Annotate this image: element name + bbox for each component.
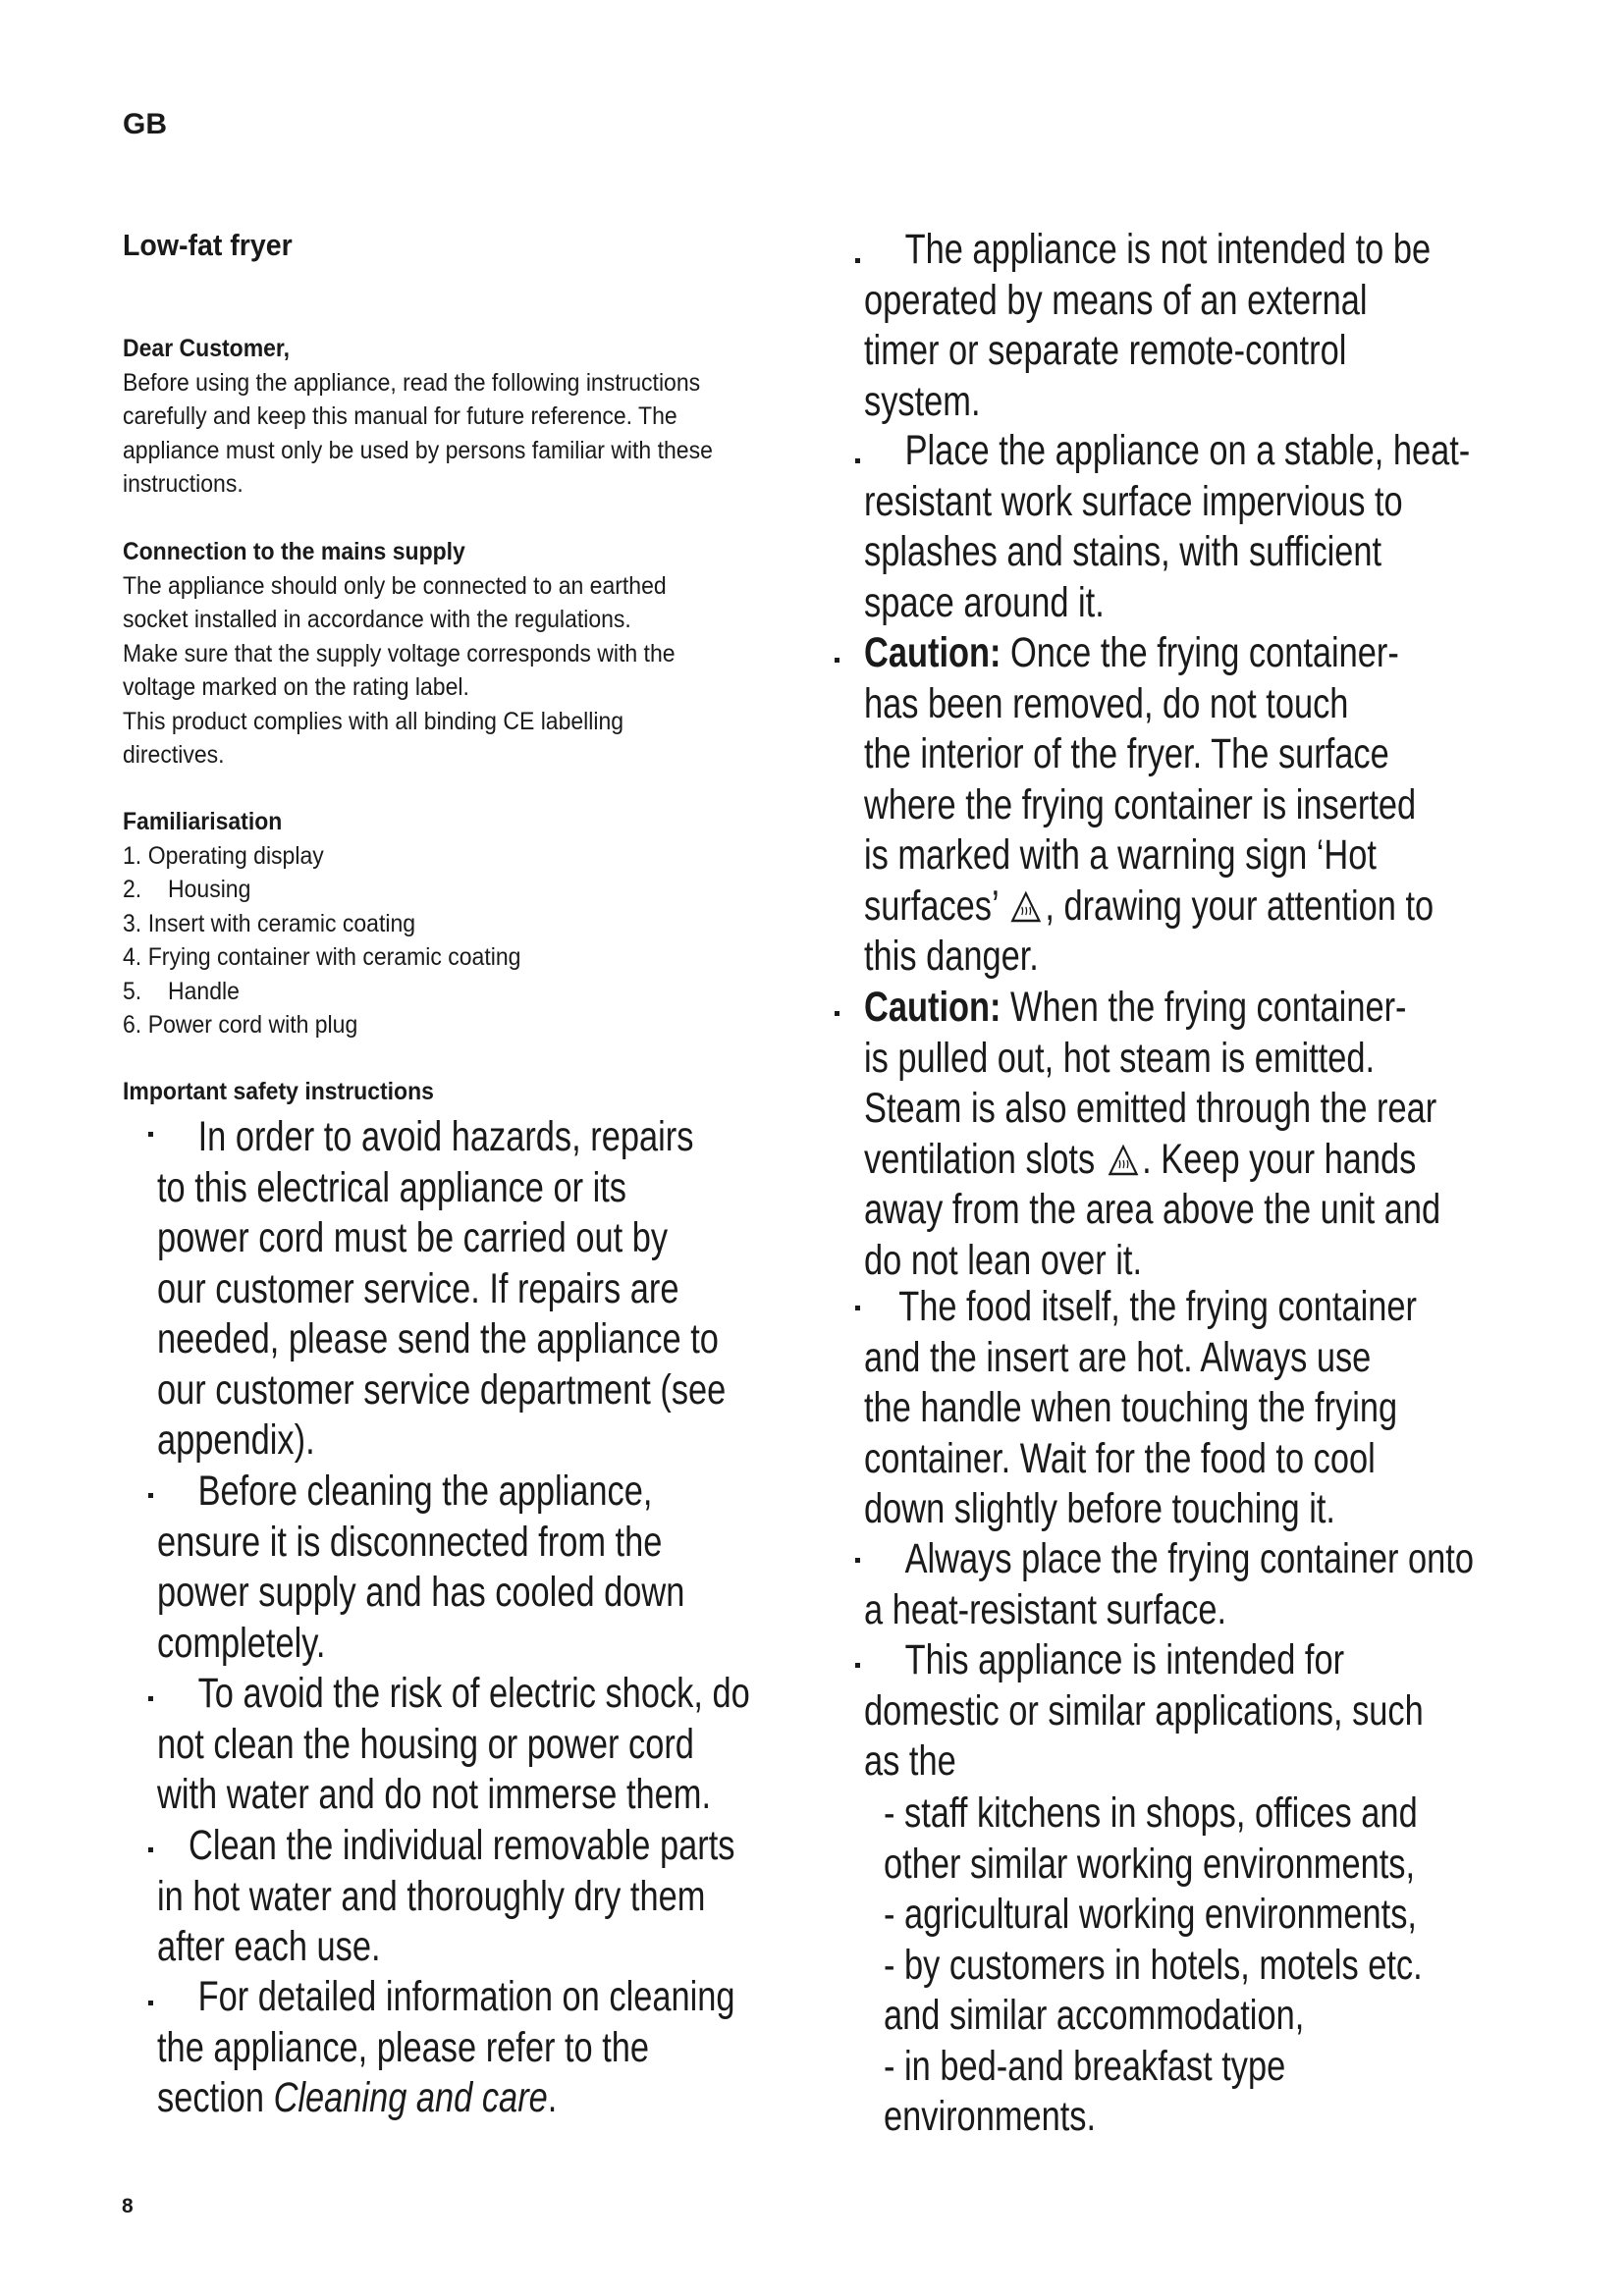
text-line: For detailed information on cleaning [197, 1973, 735, 2020]
list-item: 4. Frying container with ceramic coating [123, 943, 521, 971]
safety-left-item-3 [157, 1669, 750, 1821]
list-item: - staff kitchens in shops, offices and [884, 1789, 1418, 1837]
bullet-marker [148, 1696, 153, 1701]
list-item: and similar accommodation, [884, 1992, 1305, 2039]
text-line: surfaces’ , drawing your attention to [864, 881, 1435, 930]
text-line: Caution: When the frying container- [864, 984, 1407, 1031]
text-line: Clean the individual removable parts [189, 1822, 735, 1869]
bullet-marker [148, 2001, 153, 2005]
safety-right-item-5 [864, 1282, 1417, 1535]
familiarisation-section [123, 805, 810, 1042]
safety-right-item-7 [864, 1635, 1424, 1788]
bullet-marker [855, 258, 860, 263]
text-line: space around it. [864, 578, 1105, 626]
page-number: 8 [122, 2195, 134, 2217]
safety-left-item-1 [157, 1112, 726, 1467]
safety-left-item-4 [157, 1821, 734, 1973]
safety-left-item-2 [157, 1467, 684, 1669]
language-code: GB [123, 108, 167, 140]
text-line: do not lean over it. [864, 1236, 1143, 1284]
list-item: 2. Housing [123, 876, 251, 903]
bullet-marker [855, 1663, 860, 1668]
text-line: not clean the housing or power cord [157, 1720, 694, 1768]
text-line: The appliance should only be connected to an earthed [123, 571, 667, 600]
text-line: Make sure that the supply voltage corresponds with the [123, 639, 676, 667]
caution-label: Caution: [864, 984, 1001, 1031]
text-line: In order to avoid hazards, repairs [197, 1113, 694, 1160]
connection-text [123, 569, 755, 773]
hot-surface-warning-icon [1108, 1144, 1139, 1177]
text-line: appendix). [157, 1416, 315, 1464]
safety-right-item-1 [864, 225, 1431, 427]
text-line: splashes and stains, with sufficient [864, 528, 1382, 575]
text-line: to this electrical appliance or its [157, 1163, 627, 1211]
text-line: the interior of the fryer. The surface [864, 730, 1389, 777]
text-line: ventilation slots . Keep your hands [864, 1135, 1417, 1183]
bullet-marker [835, 1011, 839, 1016]
text-line: The appliance is not intended to be [904, 226, 1432, 273]
list-item: - in bed-and breakfast type [884, 2042, 1286, 2090]
text-line: has been removed, do not touch [864, 679, 1349, 727]
text-line: domestic or similar applications, such [864, 1686, 1424, 1735]
text-line: down slightly before touching it. [864, 1485, 1335, 1532]
text-line: ensure it is disconnected from the [157, 1518, 663, 1566]
text-line: appliance must only be used by persons familiar with these [123, 436, 713, 464]
text-line: this danger. [864, 933, 1039, 980]
text-line: and the insert are hot. Always use [864, 1333, 1372, 1381]
text-line: voltage marked on the rating label. [123, 673, 469, 701]
text-line: operated by means of an external [864, 276, 1368, 324]
text-line: power supply and has cooled down [157, 1569, 685, 1616]
bullet-marker [148, 1847, 153, 1852]
safety-heading: Important safety instructions [123, 1078, 434, 1105]
text-line: our customer service department (see [157, 1365, 727, 1414]
list-item: 1. Operating display [123, 841, 324, 870]
text-line: is marked with a warning sign ‘Hot [864, 831, 1377, 879]
text-line: Caution: Once the frying container- [864, 629, 1399, 676]
safety-right-item-6 [864, 1534, 1474, 1635]
text-line: completely. [157, 1619, 326, 1667]
text-line: resistant work surface impervious to [864, 477, 1403, 525]
text-line: Steam is also emitted through the rear [864, 1085, 1437, 1132]
text-line: as the [864, 1737, 956, 1785]
text-line: is pulled out, hot steam is emitted. [864, 1034, 1376, 1082]
applications-list [884, 1789, 1423, 2143]
dear-customer-section [123, 332, 810, 502]
text-line: Place the appliance on a stable, heat- [904, 427, 1471, 474]
list-item: - agricultural working environments, [884, 1891, 1417, 1938]
dear-customer-heading: Dear Customer, [123, 335, 291, 362]
text-line: power cord must be carried out by [157, 1214, 669, 1261]
text-line: away from the area above the unit and [864, 1186, 1441, 1233]
text-line: This product complies with all binding CE labelling [123, 707, 624, 735]
document-title: Low-fat fryer [123, 228, 293, 262]
parts-list [123, 839, 755, 1042]
text-line: our customer service. If repairs are [157, 1264, 679, 1312]
bullet-marker [855, 458, 860, 463]
bullet-marker [835, 658, 839, 663]
text-line: instructions. [123, 470, 244, 498]
text-line: The food itself, the frying container [898, 1283, 1417, 1330]
text-line: needed, please send the appliance to [157, 1315, 719, 1362]
text-line: the appliance, please refer to the [157, 2023, 650, 2071]
bullet-marker [855, 1306, 860, 1310]
text-line: socket installed in accordance with the regulations. [123, 606, 631, 633]
connection-section [123, 535, 810, 773]
bullet-marker [148, 1132, 153, 1137]
text-line: Before cleaning the appliance, [197, 1468, 653, 1515]
text-line: system. [864, 377, 981, 425]
text-line: where the frying container is inserted [864, 780, 1417, 828]
text-line: This appliance is intended for [904, 1636, 1345, 1683]
connection-heading: Connection to the mains supply [123, 538, 465, 565]
safety-right-item-2 [864, 426, 1470, 628]
safety-left-item-5 [157, 1972, 735, 2124]
text-line: the handle when touching the frying [864, 1384, 1398, 1431]
list-item: 5. Handle [123, 977, 240, 1005]
safety-right-caution-2 [864, 983, 1440, 1286]
list-item: other similar working environments, [884, 1840, 1416, 1888]
bullet-marker [855, 1558, 860, 1563]
text-line: timer or separate remote-control [864, 327, 1347, 374]
list-item: 3. Insert with ceramic coating [123, 909, 416, 937]
text-line: container. Wait for the food to cool [864, 1434, 1376, 1482]
list-item: - by customers in hotels, motels etc. [884, 1941, 1423, 1989]
text-line: Always place the frying container onto [904, 1535, 1474, 1582]
text-line: in hot water and thoroughly dry them [157, 1872, 706, 1920]
text-line: section Cleaning and care. [157, 2074, 558, 2121]
familiarisation-heading: Familiarisation [123, 808, 283, 835]
text-line: with water and do not immerse them. [157, 1771, 712, 1818]
text-line: directives. [123, 741, 225, 769]
text-line: carefully and keep this manual for future reference. The [123, 402, 677, 430]
safety-right-caution-1 [864, 628, 1434, 983]
caution-label: Caution: [864, 629, 1001, 676]
list-item: 6. Power cord with plug [123, 1011, 358, 1039]
text-line: a heat-resistant surface. [864, 1585, 1227, 1633]
text-line: Before using the appliance, read the following instructions [123, 368, 701, 397]
hot-surface-warning-icon [1010, 890, 1042, 924]
dear-customer-text [123, 366, 755, 502]
bullet-marker [148, 1493, 153, 1498]
text-line: after each use. [157, 1923, 381, 1970]
list-item: environments. [884, 2093, 1097, 2140]
text-line: To avoid the risk of electric shock, do [197, 1670, 750, 1717]
section-reference: Cleaning and care [273, 2074, 548, 2121]
